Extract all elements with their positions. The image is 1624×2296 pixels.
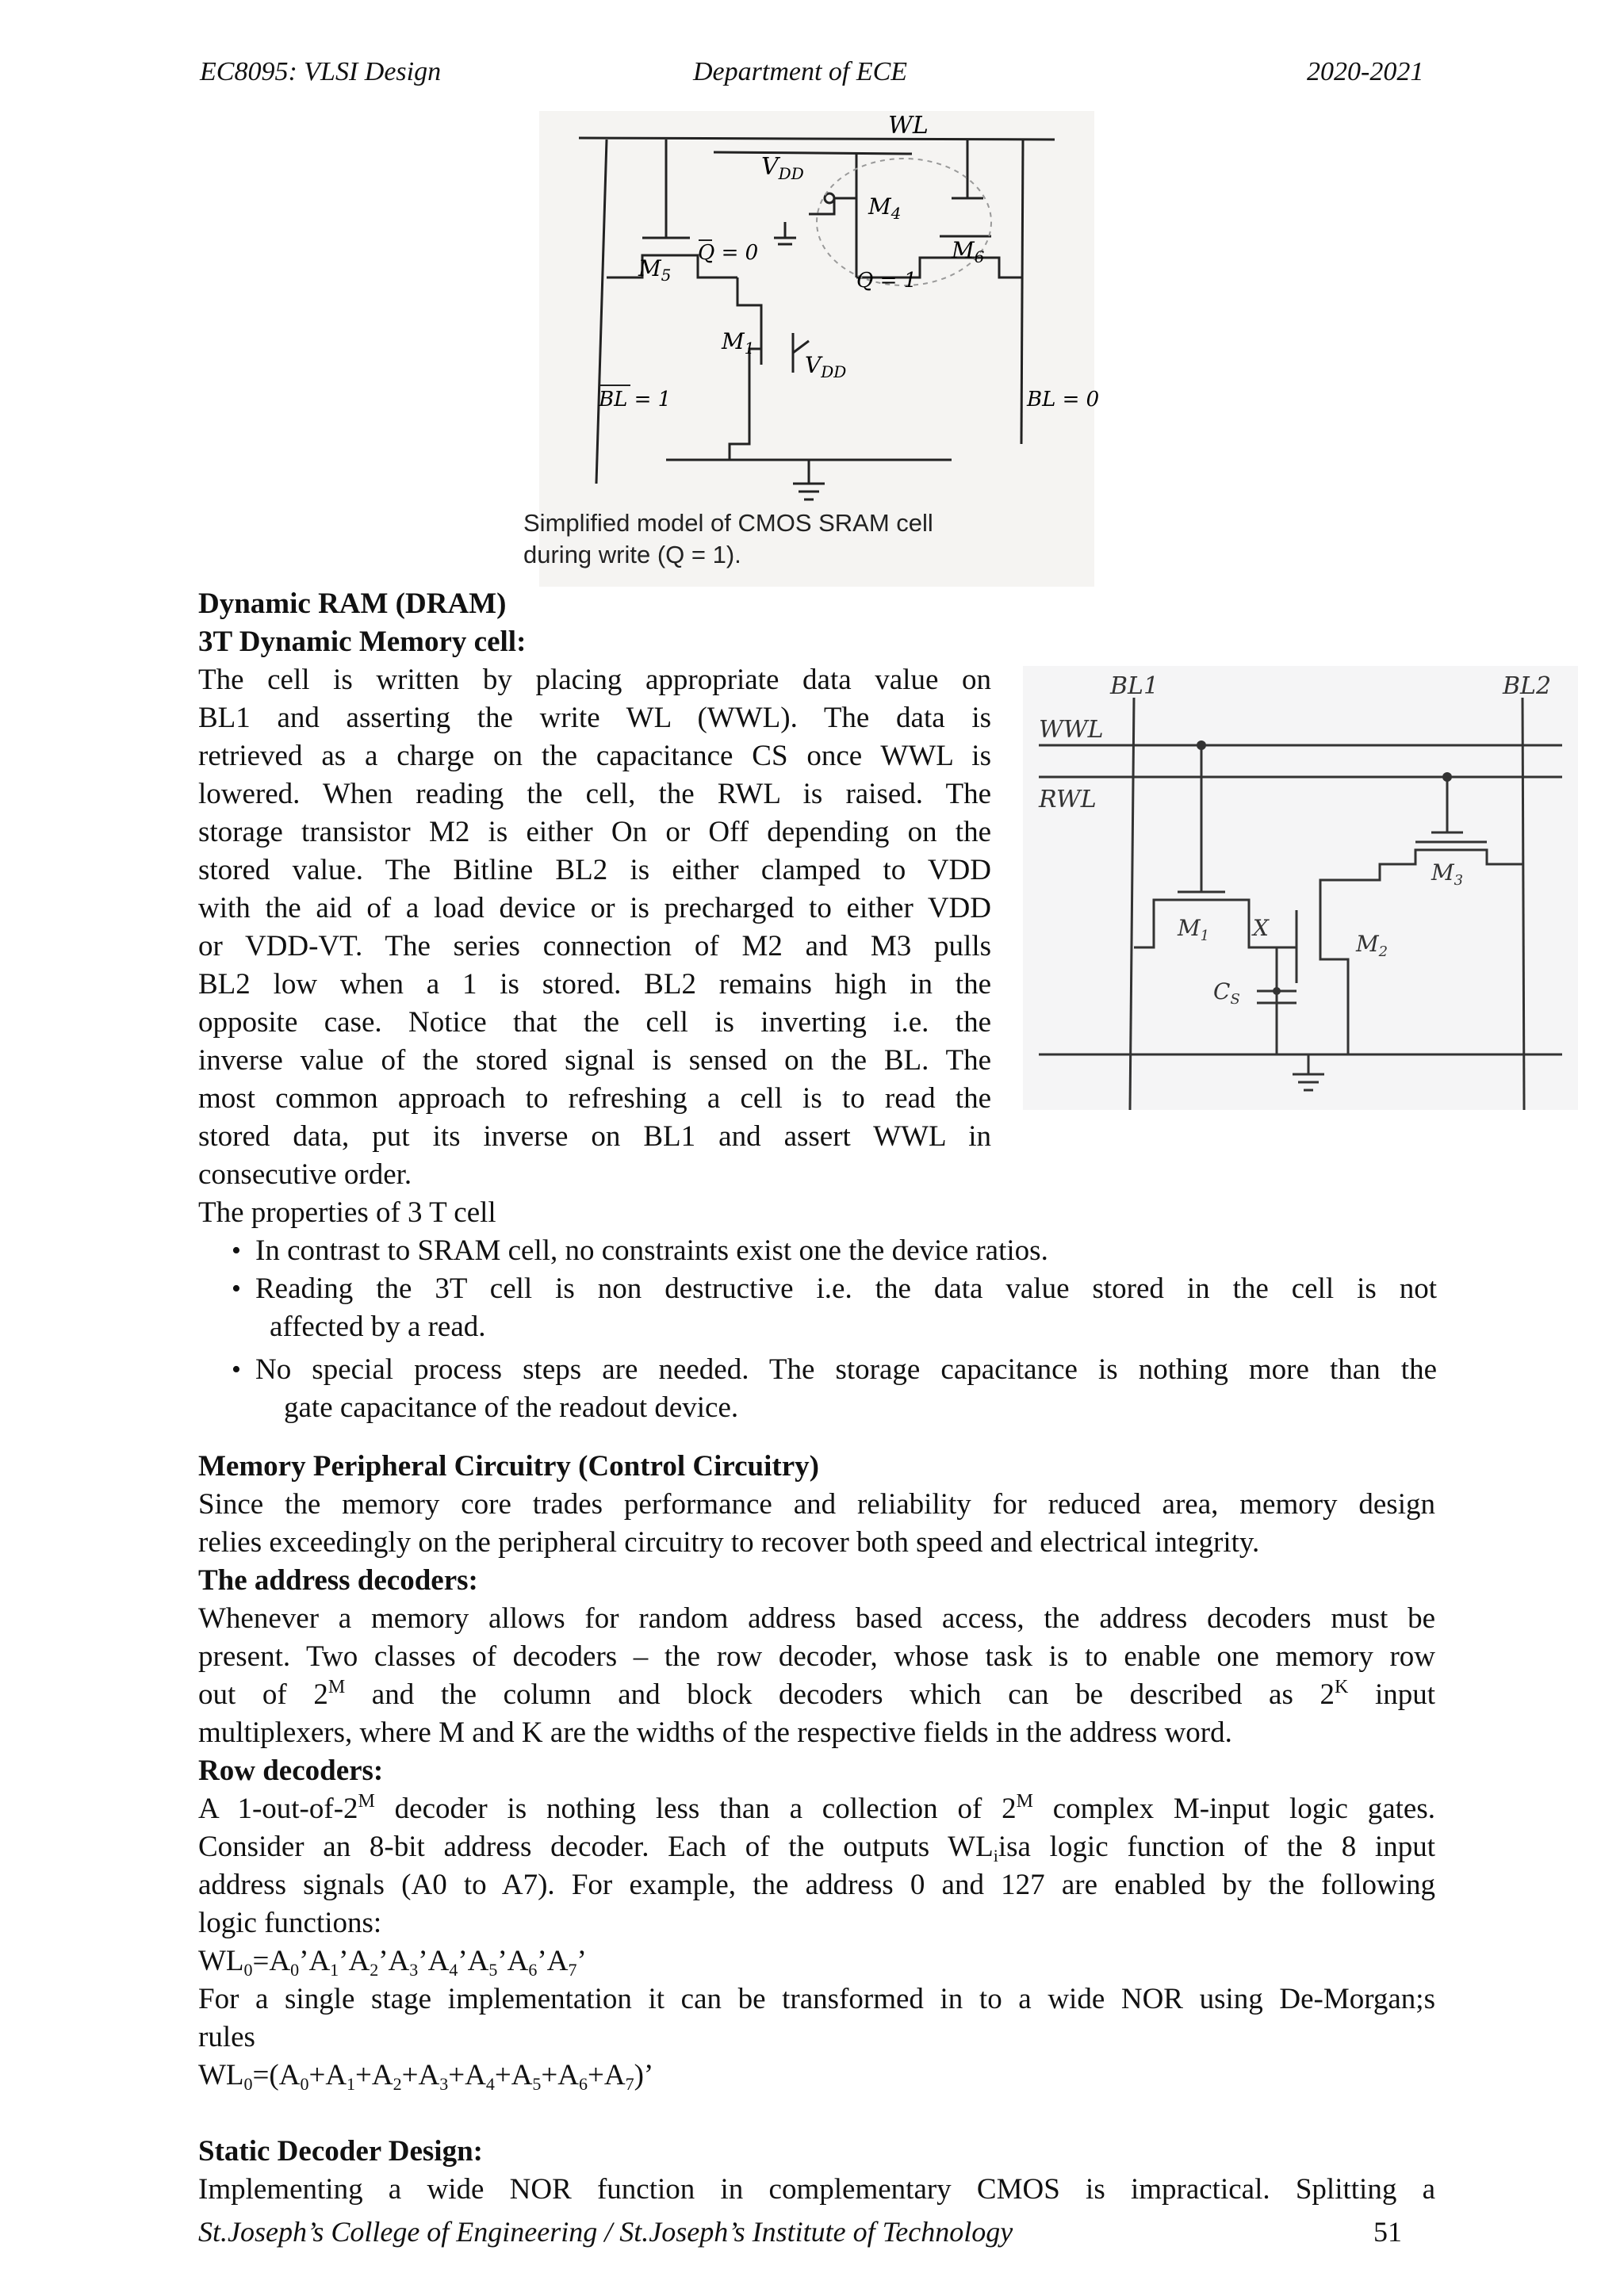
bl2-line <box>1522 698 1524 1110</box>
dram-line: retrieved as a charge on the capacitance CS once WWL is <box>198 740 991 772</box>
label-bl2: BL2 <box>1503 672 1552 700</box>
label-wl: WL <box>888 112 929 140</box>
label-m3-sub: 3 <box>1454 872 1464 889</box>
demorgan-line1: For a single stage implementation it can be transformed in to a wide NOR using De-Morgan;s <box>198 1983 1435 2015</box>
dram-line: inverse value of the stored signal is sensed on the BL. The <box>198 1044 991 1077</box>
bullet-2-line1: • Reading the 3T cell is non destructive i.e. the data value stored in the cell is not <box>255 1272 1437 1305</box>
figure-background <box>1023 666 1578 1110</box>
periph-paragraph <box>198 1486 1435 1562</box>
dram-line: BL1 and asserting the write WL (WWL). The data is <box>198 702 991 734</box>
label-m1-sub: 1 <box>1200 928 1210 944</box>
label-cs-sub: S <box>1230 991 1240 1008</box>
label-m4: M <box>868 193 891 220</box>
dram-line: stored data, put its inverse on BL1 and assert WWL in <box>198 1120 991 1153</box>
row-line2: Consider an 8-bit address decoder. Each of the outputs $WL_iisa$ logic function of the 8 input <box>198 1831 1435 1866</box>
periph-title: Memory Peripheral Circuitry (Control Circuitry) <box>198 1450 819 1483</box>
addr-paragraph <box>198 1600 1435 1752</box>
row-line4: logic functions: <box>198 1907 382 1939</box>
bullet-3-line2: gate capacitance of the readout device. <box>284 1391 739 1424</box>
dram-line: with the aid of a load device or is precharged to either VDD <box>198 892 991 924</box>
dram-line: consecutive order. <box>198 1158 412 1191</box>
row-paragraph <box>198 1790 1435 1942</box>
demorgan-line2: rules <box>198 2021 255 2053</box>
row-title: Row decoders: <box>198 1755 384 1787</box>
footer-college: St.Joseph’s College of Engineering / St.Joseph’s Institute of Technology <box>198 2216 1013 2248</box>
bullet-item-1: • In contrast to SRAM cell, no constraints exist one the device ratios. <box>255 1232 1437 1270</box>
label-q: Q = 1 <box>856 269 917 293</box>
dram-title: Dynamic RAM (DRAM) <box>198 587 507 620</box>
dram-paragraph <box>198 661 991 1194</box>
label-vdd-sub: DD <box>778 164 804 183</box>
bl-line <box>1021 140 1023 444</box>
sram-caption-line2: during write (Q = 1). <box>523 541 741 568</box>
dram-line: The cell is written by placing appropriate data value on <box>198 664 991 696</box>
wl-line <box>579 138 1055 140</box>
static-title: Static Decoder Design: <box>198 2135 483 2168</box>
sram-caption-line1: Simplified model of CMOS SRAM cell <box>523 509 933 537</box>
addr-title: The address decoders: <box>198 1564 478 1597</box>
label-x: X <box>1253 915 1269 941</box>
vdd-rail <box>714 152 912 154</box>
static-paragraph <box>198 2171 1435 2209</box>
label-m3: M <box>1431 859 1454 886</box>
label-m1: M <box>1178 915 1201 941</box>
dram-line: lowered. When reading the cell, the RWL is raised. The <box>198 778 991 810</box>
bullet-item-2 <box>255 1270 1437 1308</box>
equation-wl0-and: $WL_0=A_0’A_1’A_2’A_3’A_4’A_5’A_6’A_7$’ <box>198 1945 587 1980</box>
header-department: Department of ECE <box>693 57 908 86</box>
dram-line: or VDD-VT. The series connection of M2 and M3 pulls <box>198 930 991 962</box>
label-vdd: V <box>761 153 779 181</box>
label-bl: BL = 0 <box>1027 388 1100 411</box>
dram-line: storage transistor M2 is either On or Off depending on the <box>198 816 991 848</box>
label-vdd-m1: V <box>805 352 822 378</box>
demorgan-paragraph <box>198 1980 1435 2057</box>
label-wwl: WWL <box>1039 716 1104 744</box>
page-number: 51 <box>1373 2216 1402 2248</box>
label-rwl: RWL <box>1039 786 1097 813</box>
bullet-2-line2: affected by a read. <box>270 1311 486 1343</box>
addr-line1: Whenever a memory allows for random address based access, the address decoders must be <box>198 1602 1435 1635</box>
cell-title: 3T Dynamic Memory cell: <box>198 626 527 658</box>
addr-line4: multiplexers, where M and K are the widths of the respective fields in the address word. <box>198 1716 1232 1749</box>
label-m5-sub: 5 <box>661 266 672 285</box>
label-cs: C <box>1213 978 1231 1004</box>
sram-caption <box>523 507 933 571</box>
label-qbar: Q = 0 <box>698 241 759 265</box>
props-intro: The properties of 3 T cell <box>198 1196 496 1229</box>
label-m4-sub: 4 <box>891 204 902 223</box>
label-vdd-m1-sub: DD <box>821 362 847 381</box>
addr-line2: present. Two classes of decoders – the row decoder, whose task is to enable one memory row <box>198 1640 1435 1673</box>
static-line1: Implementing a wide NOR function in complementary CMOS is impractical. Splitting a <box>198 2173 1435 2206</box>
label-m1: M <box>722 328 745 354</box>
label-m1-sub: 1 <box>744 339 755 358</box>
addr-line3: out of $2^M$ and the column and block decoders which can be described as $2^K$ input <box>198 1677 1435 1711</box>
dram-line: opposite case. Notice that the cell is inverting i.e. the <box>198 1006 991 1039</box>
row-line1: A $1-out-of-2^M$ decoder is nothing less than a collection of $2^M$ complex M-input logic gates. <box>198 1791 1435 1825</box>
header-course: EC8095: VLSI Design <box>200 57 442 86</box>
label-m2: M <box>1356 931 1379 957</box>
label-m2-sub: 2 <box>1378 943 1388 960</box>
label-blbar: BL = 1 <box>599 388 672 411</box>
bullet-item-3 <box>255 1351 1437 1389</box>
label-bl1: BL1 <box>1110 672 1159 700</box>
label-m6: M <box>952 237 975 263</box>
label-m6-sub: 6 <box>974 247 985 266</box>
dram-line: most common approach to refreshing a cell is to read the <box>198 1082 991 1115</box>
header-year: 2020-2021 <box>1307 57 1424 86</box>
equation-wl0-nor: $WL_0=(A_0+A_1+A_2+A_3+A_4+A_5+A_6+A_7)$’ <box>198 2059 654 2094</box>
row-line3: address signals (A0 to A7). For example, the address 0 and 127 are enabled by the following <box>198 1869 1435 1901</box>
dram-line: BL2 low when a 1 is stored. BL2 remains high in the <box>198 968 991 1001</box>
dram-3t-figure <box>1023 666 1578 1110</box>
periph-line1: Since the memory core trades performance and reliability for reduced area, memory design <box>198 1488 1435 1521</box>
label-m5: M <box>638 255 661 281</box>
bullet-3-line1: • No special process steps are needed. The storage capacitance is nothing more than the <box>255 1353 1437 1386</box>
dram-line: stored value. The Bitline BL2 is either clamped to VDD <box>198 854 991 886</box>
periph-line2: relies exceedingly on the peripheral circuitry to recover both speed and electrical integrity. <box>198 1526 1260 1559</box>
